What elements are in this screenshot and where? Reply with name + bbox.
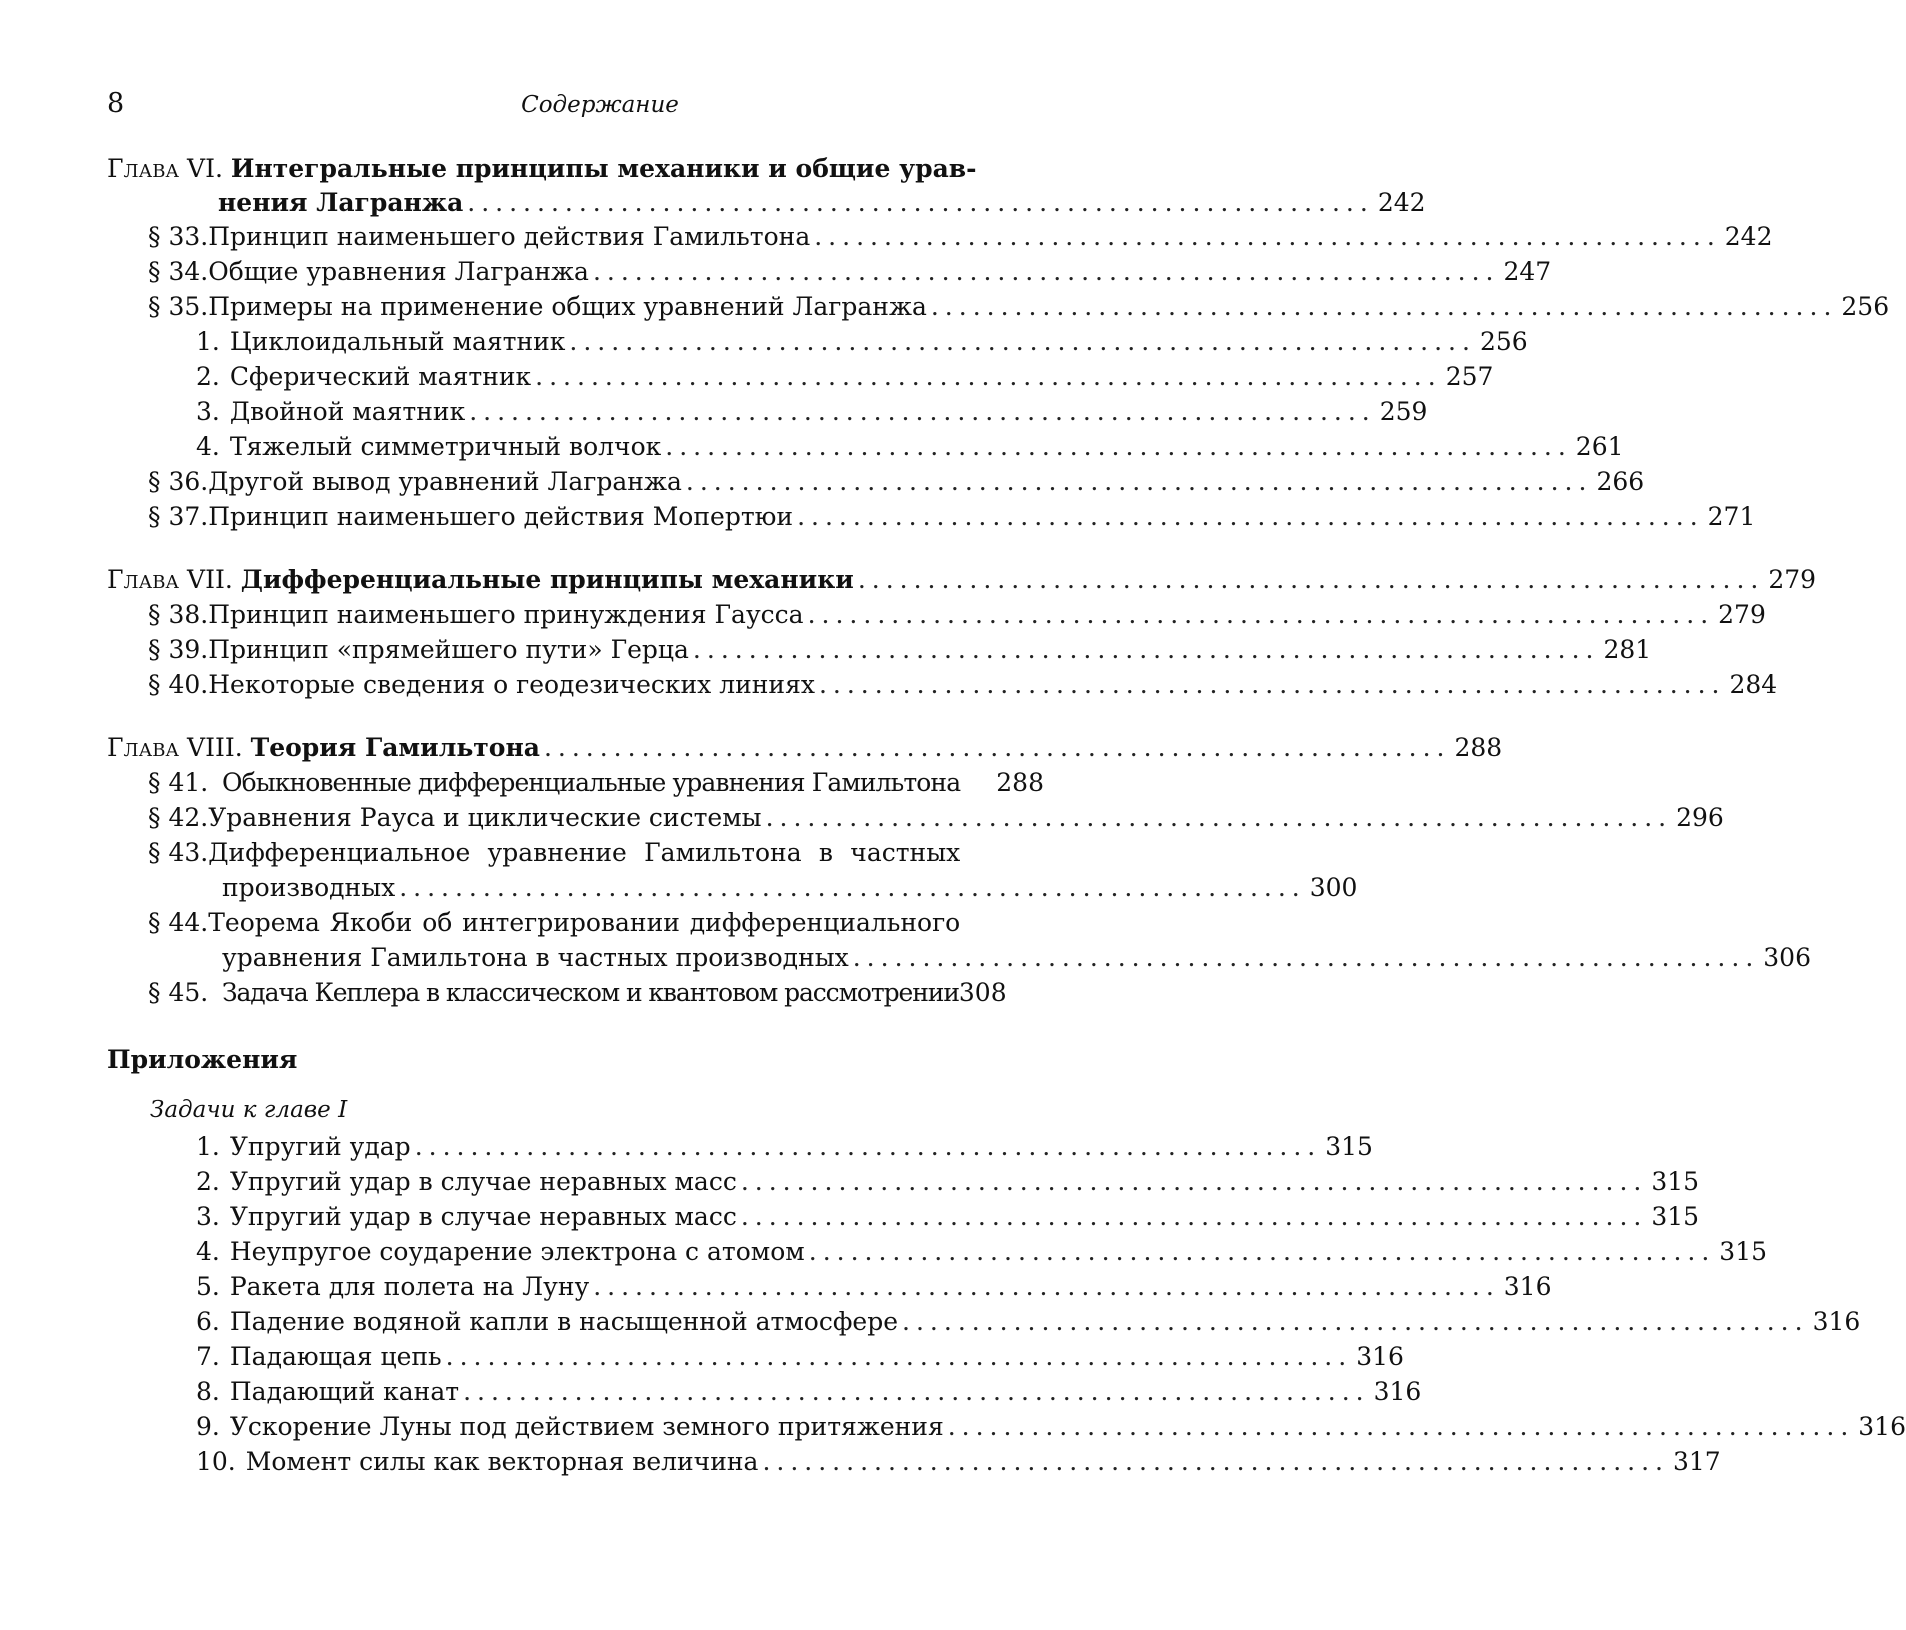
toc-entry-section	[148, 633, 1652, 667]
item-number: 9.	[196, 1412, 220, 1441]
toc-entry-section	[148, 976, 1044, 1010]
page-ref: 296	[1676, 803, 1724, 832]
dot-leader: .................................................................	[947, 1412, 1855, 1441]
toc-entry-section	[148, 766, 1044, 800]
section-title: Примеры на применение общих уравнений Лагранжа	[208, 292, 927, 321]
page-ref: 284	[1729, 670, 1778, 699]
running-title: Содержание	[521, 92, 679, 118]
dot-leader: .................................................................	[469, 397, 1376, 426]
toc-entry-problem	[196, 1130, 1373, 1164]
page-ref: 316	[1858, 1412, 1906, 1441]
item-number: 2.	[196, 1167, 220, 1196]
dot-leader: .................................................................	[857, 565, 1765, 594]
page-ref: 247	[1503, 257, 1552, 286]
dot-leader: .................................................................	[740, 1167, 1648, 1196]
dot-leader: .................................................................	[818, 670, 1726, 699]
item-title: Упругий удар	[229, 1132, 411, 1161]
page-ref: 315	[1651, 1167, 1700, 1196]
toc-entry-section	[148, 668, 1778, 702]
section-number: § 40.	[148, 670, 209, 699]
appendix-subheading: Задачи к главе I	[150, 1097, 348, 1123]
item-title: Циклоидальный маятник	[229, 327, 566, 356]
dot-leader: .................................................................	[543, 733, 1451, 762]
toc-entry-problem	[196, 1270, 1552, 1304]
dot-leader: .................................................................	[593, 1272, 1500, 1301]
section-title-cont: производных	[222, 873, 396, 902]
toc-entry-section	[148, 290, 1890, 324]
page-number: 8	[107, 88, 125, 119]
page-ref: 288	[1454, 733, 1503, 762]
toc-entry-problem	[196, 1375, 1422, 1409]
dot-leader: .................................................................	[463, 1377, 1370, 1406]
page-ref: 257	[1445, 362, 1494, 391]
page-ref: 242	[1724, 222, 1773, 251]
toc-entry-problem	[196, 1340, 1404, 1374]
dot-leader: .................................................................	[852, 943, 1760, 972]
dot-leader: .................................................................	[807, 600, 1715, 629]
item-title: Падающий канат	[229, 1377, 460, 1406]
item-number: 1.	[196, 327, 220, 356]
item-title: Упругий удар в случае неравных масс	[229, 1167, 737, 1196]
item-title: Упругий удар в случае неравных масс	[229, 1202, 737, 1231]
page-ref: 288	[996, 768, 1044, 797]
page-ref: 306	[1763, 943, 1811, 972]
dot-leader: .................................................................	[685, 467, 1593, 496]
section-title: Принцип наименьшего принуждения Гаусса	[208, 600, 804, 629]
chapter-heading-line1	[107, 152, 977, 186]
toc-entry-section	[148, 598, 1766, 632]
page-ref: 266	[1596, 467, 1645, 496]
page-ref: 242	[1377, 188, 1426, 217]
page-ref: 315	[1325, 1132, 1373, 1161]
dot-leader: .................................................................	[814, 222, 1721, 251]
page-ref: 300	[1309, 873, 1358, 902]
toc-entry-section	[148, 255, 1552, 289]
dot-leader: .................................................................	[414, 1132, 1322, 1161]
dot-leader: .................................................................	[762, 1447, 1669, 1476]
section-title: Задача Кеплера в классическом и квантовом рассмотрении	[222, 978, 959, 1007]
dot-leader: .................................................................	[467, 188, 1374, 217]
page-ref: 259	[1379, 397, 1428, 426]
item-number: 10.	[196, 1447, 236, 1476]
toc-entry-section	[148, 801, 1724, 835]
item-number: 3.	[196, 1202, 220, 1231]
dot-leader: .................................................................	[765, 803, 1673, 832]
section-title: Некоторые сведения о геодезических линиях	[208, 670, 815, 699]
dot-leader: .................................................................	[592, 257, 1500, 286]
chapter-title-cont: нения Лагранжа	[218, 188, 464, 217]
dot-leader: .................................................................	[535, 362, 1442, 391]
page-ref: 316	[1356, 1342, 1404, 1371]
appendix-title: Приложения	[107, 1045, 298, 1074]
page-ref: 271	[1707, 502, 1756, 531]
section-title: Обыкновенные дифференциальные уравнения Гамильтона	[222, 768, 961, 797]
section-number: § 41.	[148, 768, 209, 797]
toc-entry-problem	[196, 1305, 1861, 1339]
page-ref: 256	[1479, 327, 1528, 356]
toc-entry-example	[196, 360, 1494, 394]
item-title: Момент силы как векторная величина	[245, 1447, 759, 1476]
item-number: 7.	[196, 1342, 220, 1371]
dot-leader: .................................................................	[930, 292, 1838, 321]
toc-entry-section	[148, 220, 1773, 254]
section-title: Дифференциальное уравнение Гамильтона в частных	[208, 838, 961, 867]
toc-entry-example	[196, 395, 1428, 429]
item-title: Сферический маятник	[229, 362, 532, 391]
chapter-heading	[107, 731, 1503, 765]
page-ref: 308	[958, 978, 1007, 1007]
section-number: § 34.	[148, 257, 209, 286]
toc-entry-problem	[196, 1410, 1906, 1444]
item-title: Падение водяной капли в насыщенной атмосфере	[229, 1307, 899, 1336]
page-ref: 316	[1503, 1272, 1552, 1301]
chapter-title: Теория Гамильтона	[250, 733, 540, 762]
toc-entry-section	[148, 465, 1645, 499]
dot-leader: .................................................................	[692, 635, 1600, 664]
section-number: § 44.	[148, 908, 209, 937]
toc-entry-problem	[196, 1165, 1700, 1199]
page-ref: 315	[1651, 1202, 1700, 1231]
section-title: Общие уравнения Лагранжа	[208, 257, 589, 286]
section-number: § 43.	[148, 838, 209, 867]
section-title: Теорема Якоби об интегрировании дифференциального	[208, 908, 961, 937]
toc-entry-section	[148, 500, 1756, 534]
item-number: 1.	[196, 1132, 220, 1161]
toc-entry-example	[196, 430, 1624, 464]
chapter-heading-line2	[218, 186, 1426, 220]
dot-leader: .................................................................	[569, 327, 1476, 356]
page-ref: 316	[1373, 1377, 1422, 1406]
item-title: Двойной маятник	[229, 397, 466, 426]
dot-leader: .................................................................	[808, 1237, 1716, 1266]
item-number: 6.	[196, 1307, 220, 1336]
section-number: § 39.	[148, 635, 209, 664]
item-title: Ракета для полета на Луну	[229, 1272, 590, 1301]
chapter-label: Глава VIII.	[107, 733, 243, 762]
toc-entry-section-line1	[148, 836, 960, 870]
item-number: 5.	[196, 1272, 220, 1301]
item-title: Падающая цепь	[229, 1342, 442, 1371]
dot-leader: .................................................................	[665, 432, 1572, 461]
chapter-heading	[107, 563, 1817, 597]
page-ref: 261	[1575, 432, 1624, 461]
toc-entry-section-line1	[148, 906, 960, 940]
page-ref: 281	[1603, 635, 1652, 664]
section-number: § 45.	[148, 978, 209, 1007]
item-number: 2.	[196, 362, 220, 391]
dot-leader: .................................................................	[902, 1307, 1809, 1336]
dot-leader: .................................................................	[797, 502, 1704, 531]
toc-entry-problem	[196, 1235, 1768, 1269]
item-number: 4.	[196, 432, 220, 461]
chapter-label: Глава VI.	[107, 154, 223, 183]
section-title-cont: уравнения Гамильтона в частных производных	[222, 943, 849, 972]
section-title: Другой вывод уравнений Лагранжа	[208, 467, 682, 496]
section-title: Уравнения Рауса и циклические системы	[208, 803, 762, 832]
page-ref: 279	[1768, 565, 1817, 594]
section-number: § 35.	[148, 292, 209, 321]
section-number: § 37.	[148, 502, 209, 531]
page-ref: 316	[1812, 1307, 1861, 1336]
chapter-title: Интегральные принципы механики и общие урав-	[230, 154, 977, 183]
chapter-label: Глава VII.	[107, 565, 233, 594]
item-title: Ускорение Луны под действием земного притяжения	[229, 1412, 944, 1441]
item-title: Неупругое соударение электрона с атомом	[229, 1237, 805, 1266]
section-title: Принцип наименьшего действия Гамильтона	[208, 222, 811, 251]
toc-entry-example	[196, 325, 1528, 359]
page-ref: 256	[1841, 292, 1890, 321]
item-number: 8.	[196, 1377, 220, 1406]
chapter-title: Дифференциальные принципы механики	[240, 565, 854, 594]
section-number: § 33.	[148, 222, 209, 251]
toc-entry-problem	[196, 1200, 1700, 1234]
item-number: 3.	[196, 397, 220, 426]
section-number: § 38.	[148, 600, 209, 629]
toc-entry-section-line2	[222, 871, 1358, 905]
dot-leader: .................................................................	[399, 873, 1306, 902]
section-number: § 36.	[148, 467, 209, 496]
page-ref: 279	[1718, 600, 1766, 629]
toc-entry-section-line2	[222, 941, 1811, 975]
dot-leader: .................................................................	[445, 1342, 1353, 1371]
section-title: Принцип «прямейшего пути» Герца	[208, 635, 689, 664]
item-number: 4.	[196, 1237, 220, 1266]
page-ref: 317	[1672, 1447, 1721, 1476]
item-title: Тяжелый симметричный волчок	[229, 432, 662, 461]
toc-entry-problem	[196, 1445, 1721, 1479]
dot-leader: .................................................................	[740, 1202, 1648, 1231]
section-title: Принцип наименьшего действия Мопертюи	[208, 502, 794, 531]
section-number: § 42.	[148, 803, 209, 832]
page-ref: 315	[1719, 1237, 1768, 1266]
